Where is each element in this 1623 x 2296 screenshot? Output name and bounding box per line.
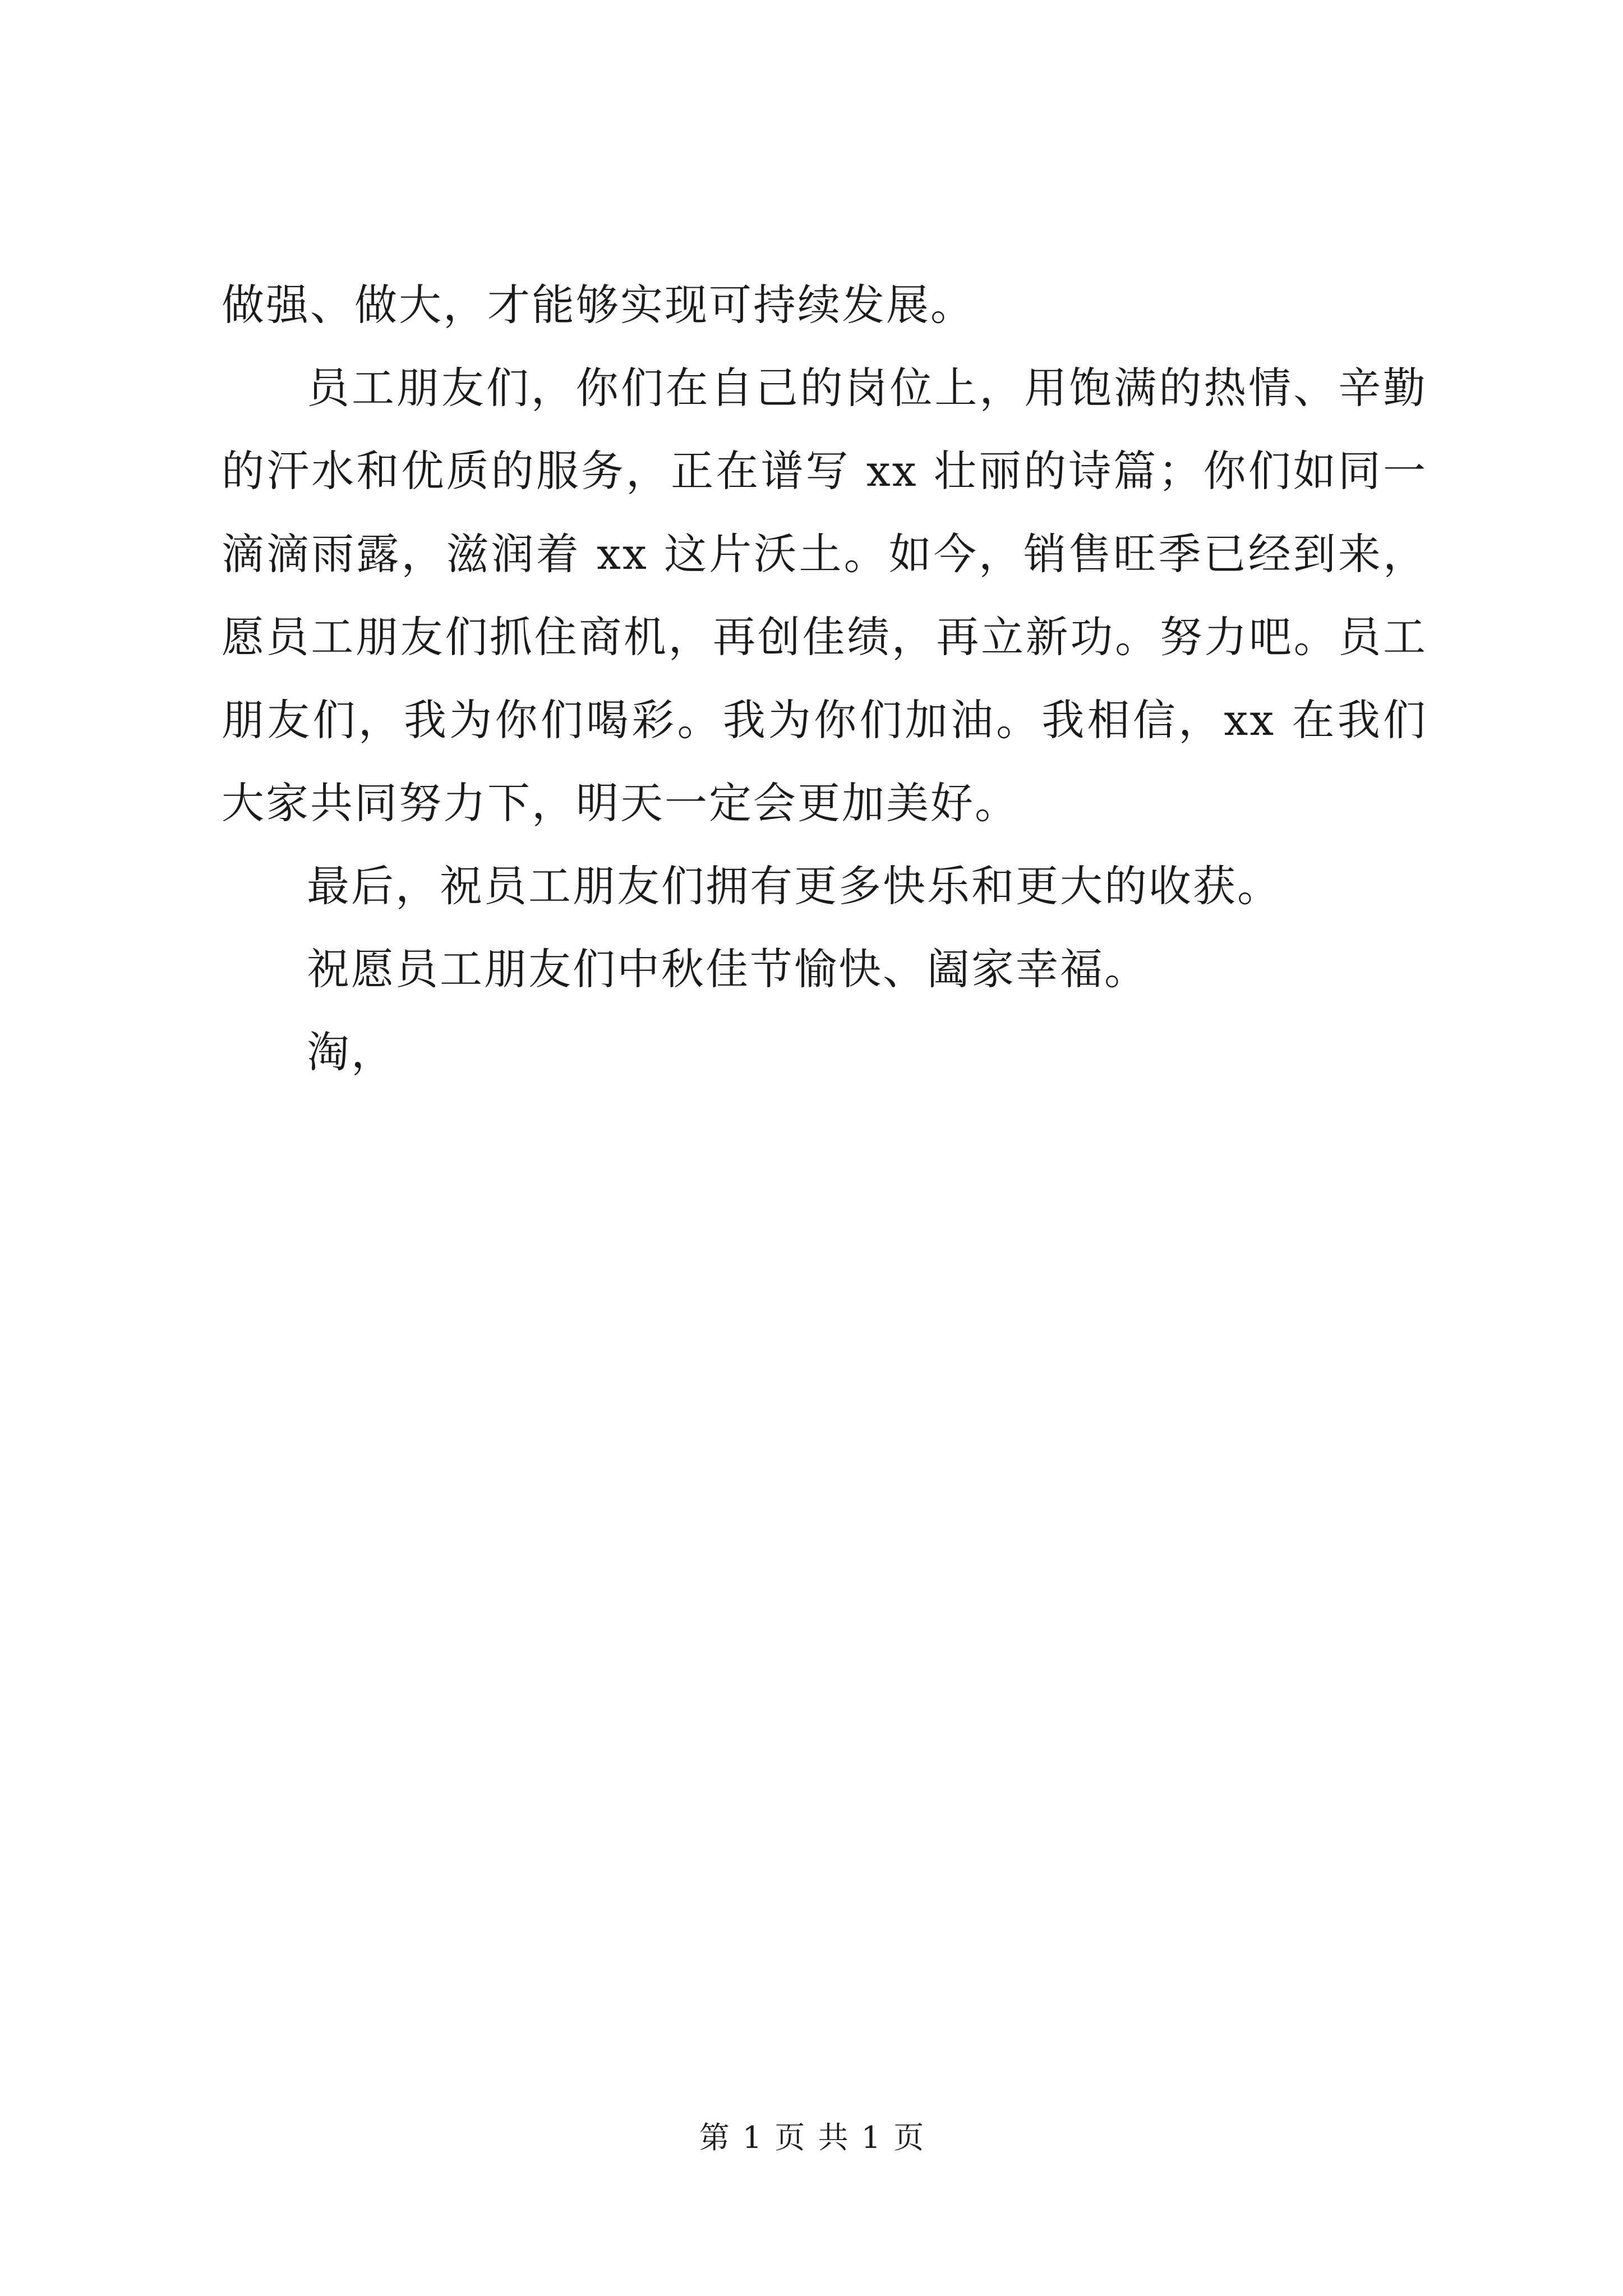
paragraph-1: 做强、做大，才能够实现可持续发展。	[222, 280, 975, 330]
paragraph-3: 最后，祝员工朋友们拥有更多快乐和更大的收获。	[307, 861, 1281, 911]
paragraph-4: 祝愿员工朋友们中秋佳节愉快、阖家幸福。	[307, 944, 1149, 994]
document-body	[222, 264, 1427, 1094]
page-footer: 第 1 页 共 1 页	[699, 2120, 924, 2155]
paragraph-2: 员工朋友们，你们在自己的岗位上，用饱满的热情、辛勤的汗水和优质的服务，正在谱写 xx 壮丽的诗篇；你们如同一滴滴雨露，滋润着 xx 这片沃土。如今，销售旺季已经到来，愿员工朋友们抓住商机，再创佳绩，再立新功。努力吧。员工朋友们，我为你们喝彩。我为你们加油。我相信，xx 在我们大家共同努力下，明天一定会更加美好。	[222, 363, 1427, 828]
paragraph-5: 淘，	[307, 1027, 395, 1077]
